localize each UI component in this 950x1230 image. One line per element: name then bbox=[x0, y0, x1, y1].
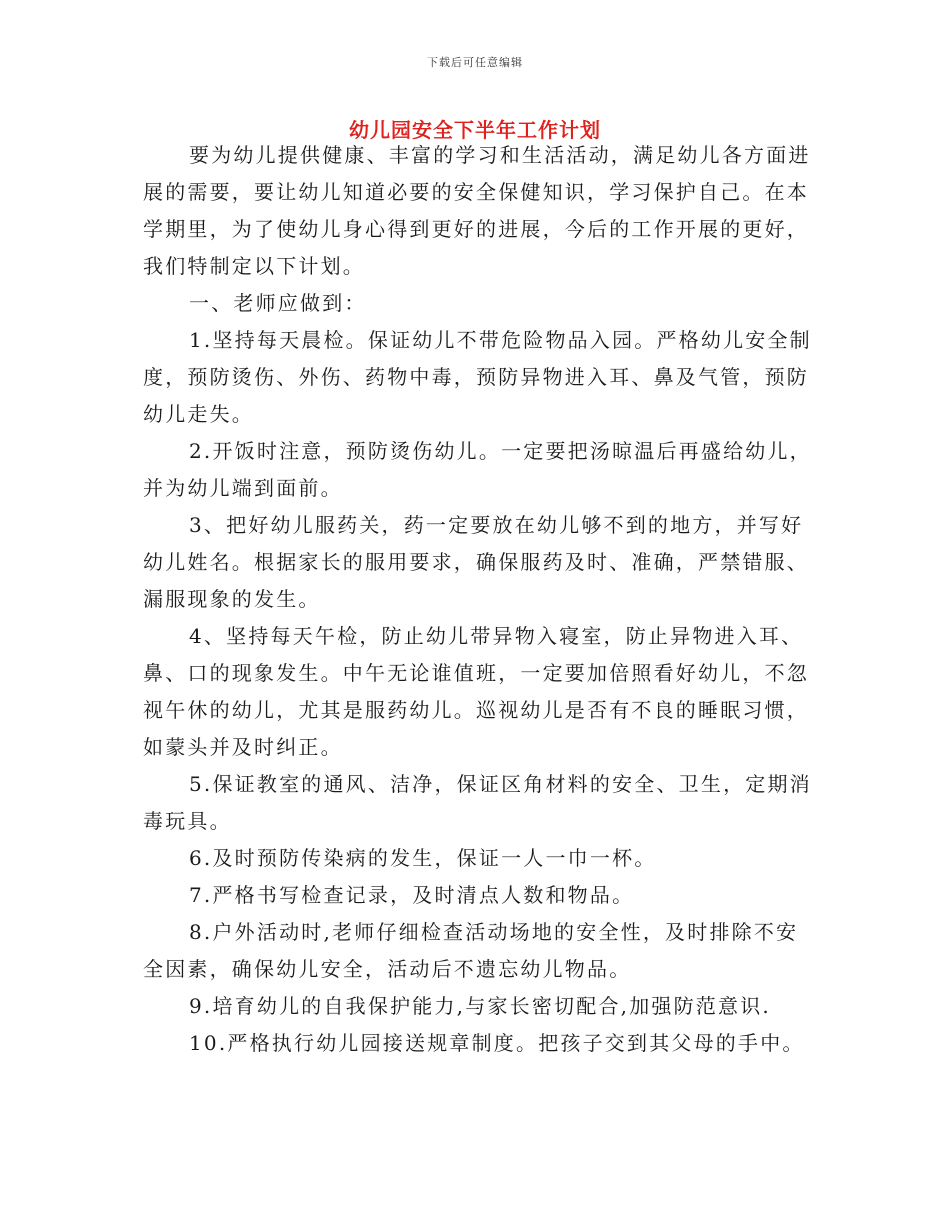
list-item: 6.及时预防传染病的发生，保证一人一巾一杯。 bbox=[189, 846, 657, 870]
intro-paragraph: 要为幼儿提供健康、丰富的学习和生活活动，满足幼儿各方面进展的需要，要让幼儿知道必要的安全保健知识，学习保护自己。在本学期里，为了使幼儿身心得到更好的进展，今后的工作开展的更好，我们特制定以下计划。 bbox=[143, 143, 811, 278]
list-item: 8.户外活动时,老师仔细检查活动场地的安全性，及时排除不安全因素，确保幼儿安全，活动后不遗忘幼儿物品。 bbox=[143, 920, 799, 981]
list-item: 9.培育幼儿的自我保护能力,与家长密切配合,加强防范意识. bbox=[189, 994, 771, 1018]
document-title: 幼儿园安全下半年工作计划 bbox=[349, 118, 601, 142]
list-item: 2.开饭时注意，预防烫伤幼儿。一定要把汤晾温后再盛给幼儿，并为幼儿端到面前。 bbox=[143, 439, 812, 500]
section-heading: 一、老师应做到： bbox=[189, 291, 367, 315]
list-item: 7.严格书写检查记录，及时清点人数和物品。 bbox=[189, 883, 635, 907]
document-body bbox=[143, 137, 815, 1062]
list-item: 5.保证教室的通风、洁净，保证区角材料的安全、卫生，定期消毒玩具。 bbox=[143, 772, 812, 833]
list-item: 4、坚持每天午检，防止幼儿带异物入寝室，防止异物进入耳、鼻、口的现象发生。中午无论谁值班，一定要加倍照看好幼儿，不忽视午休的幼儿，尤其是服药幼儿。巡视幼儿是否有不良的睡眠习惯，如蒙头并及时纠正。 bbox=[143, 624, 809, 759]
list-item: 1.坚持每天晨检。保证幼儿不带危险物品入园。严格幼儿安全制度，预防烫伤、外伤、药物中毒，预防异物进入耳、鼻及气管，预防幼儿走失。 bbox=[143, 328, 812, 426]
list-item: 3、把好幼儿服药关，药一定要放在幼儿够不到的地方，并写好幼儿姓名。根据家长的服用要求，确保服药及时、准确，严禁错服、漏服现象的发生。 bbox=[143, 513, 809, 611]
list-item: 10.严格执行幼儿园接送规章制度。把孩子交到其父母的手中。 bbox=[189, 1031, 805, 1055]
header-note: 下载后可任意编辑 bbox=[427, 56, 523, 69]
